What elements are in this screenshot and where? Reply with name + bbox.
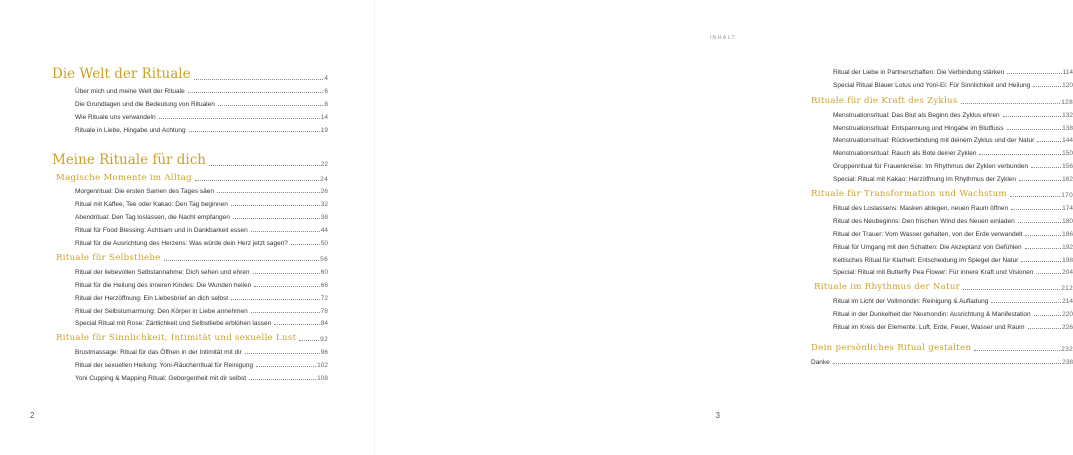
page-ref: 32 [320, 201, 328, 209]
subchapter-title: Magische Momente im Alltag [56, 172, 192, 183]
leader-dots [217, 191, 320, 193]
entry-title: Keltisches Ritual für Klarheit: Entscheidung im Spiegel der Natur [833, 256, 1019, 264]
entry-title: Ritual der liebevollen Selbstannahme: Dich sehen und ehren [75, 268, 250, 276]
toc-entry[interactable] [52, 221, 328, 234]
page-ref: 138 [1062, 124, 1073, 132]
page-ref: 214 [1062, 298, 1073, 306]
leader-dots [963, 288, 1060, 290]
page-ref: 4 [324, 75, 328, 82]
leader-dots [1011, 208, 1061, 210]
leader-dots [1028, 327, 1062, 329]
leader-dots [1019, 179, 1061, 181]
page-ref: 6 [324, 87, 328, 95]
toc-left [52, 62, 328, 382]
entry-title: Ritual des Neubeginns: Den frischen Wind des Neuen einladen [833, 217, 1015, 225]
entry-title: Ritual für die Ausrichtung des Herzens: Was würde dein Herz jetzt sagen? [75, 240, 288, 248]
toc-entry[interactable] [52, 369, 328, 382]
entry-title: Menstruationsritual: Rückverbindung mit deinem Zyklus und der Natur [833, 137, 1035, 145]
entry-title: Menstruationsritual: Rauch als Bote deiner Zyklen [833, 150, 977, 158]
leader-dots [299, 339, 319, 341]
toc-subchapter[interactable] [52, 250, 328, 263]
running-header: INHALT [709, 35, 736, 41]
subchapter-title: Rituale für die Kraft des Zyklus [811, 95, 958, 106]
page-ref: 26 [320, 188, 328, 196]
entry-title: Ritual der Trauer: Vom Wasser gehalten, von der Erde verwandelt [833, 230, 1023, 238]
leader-dots [245, 352, 320, 354]
leader-dots [1037, 140, 1061, 142]
entry-title: Yoni Cupping & Mapping Ritual: Geborgenheit mit dir selbst [75, 375, 247, 383]
leader-dots [979, 153, 1061, 155]
page-ref: 192 [1062, 243, 1073, 251]
toc-entry[interactable] [811, 353, 1073, 366]
toc-entry[interactable] [811, 305, 1073, 318]
entry-title: Menstruationsritual: Das Blut als Beginn des Zyklus ehren [833, 111, 1000, 119]
page-ref: 238 [1062, 359, 1073, 367]
entry-title: Special: Ritual mit Kakao: Herzöffnung im Rhythmus der Zyklen [833, 176, 1017, 184]
page-number-right: 3 [715, 411, 720, 420]
right-page [375, 0, 1073, 455]
page-ref: 220 [1062, 311, 1073, 319]
page-ref: 120 [1062, 81, 1073, 89]
leader-dots [256, 365, 316, 367]
leader-dots [961, 102, 1061, 104]
toc-entry[interactable] [811, 225, 1073, 238]
toc-entry[interactable] [52, 208, 328, 221]
toc-entry[interactable] [811, 106, 1073, 119]
toc-entry[interactable] [811, 170, 1073, 183]
page-ref: 156 [1062, 163, 1073, 171]
page-ref: 78 [320, 307, 328, 315]
leader-dots [231, 298, 320, 300]
entry-title: Ritual der Liebe in Partnerschaften: Die Verbindung stärken [833, 68, 1005, 76]
leader-dots [1021, 260, 1061, 262]
leader-dots [1003, 115, 1062, 117]
toc-chapter[interactable] [811, 338, 1073, 353]
leader-dots [833, 362, 1061, 364]
toc-entry[interactable] [52, 289, 328, 302]
entry-title: Die Grundlagen und die Bedeutung von Ritualen [75, 100, 215, 108]
leader-dots [194, 78, 324, 80]
toc-entry[interactable] [811, 264, 1073, 277]
toc-entry[interactable] [811, 157, 1073, 170]
entry-title: Danke [811, 359, 830, 367]
toc-entry[interactable] [52, 276, 328, 289]
page-ref: 38 [320, 214, 328, 222]
page-ref: 198 [1062, 256, 1073, 264]
toc-entry[interactable] [811, 318, 1073, 331]
leader-dots [251, 230, 320, 232]
toc-entry[interactable] [811, 119, 1073, 132]
toc-subchapter[interactable] [52, 330, 328, 343]
leader-dots [209, 164, 320, 166]
leader-dots [274, 323, 320, 325]
page-ref: 8 [324, 100, 328, 108]
toc-entry[interactable] [52, 82, 328, 95]
page-ref: 212 [1061, 285, 1073, 293]
page-ref: 96 [320, 349, 328, 357]
toc-entry[interactable] [811, 76, 1073, 89]
entry-title: Morgenritual: Die ersten Samen des Tages säen [75, 188, 214, 196]
page-ref: 132 [1062, 111, 1073, 119]
toc-subchapter[interactable] [811, 93, 1073, 106]
page-ref: 72 [320, 294, 328, 302]
toc-entry[interactable] [811, 292, 1073, 305]
leader-dots [1034, 314, 1062, 316]
leader-dots [254, 285, 320, 287]
entry-title: Ritual mit Kaffee, Tee oder Kakao: Den Tag beginnen [75, 201, 228, 209]
toc-entry[interactable] [811, 238, 1073, 251]
page-ref: 128 [1061, 98, 1073, 106]
toc-entry[interactable] [811, 212, 1073, 225]
leader-dots [291, 243, 320, 245]
toc-subchapter[interactable] [52, 170, 328, 183]
leader-dots [218, 104, 324, 106]
page-ref: 232 [1061, 346, 1073, 354]
leader-dots [1010, 195, 1060, 197]
leader-dots [195, 179, 319, 181]
page-ref: 24 [320, 175, 328, 183]
entry-title: Special Ritual Blauer Lotus und Yoni-Ei: Für Sinnlichkeit und Heilung [833, 81, 1031, 89]
chapter-title: Meine Rituale für dich [52, 151, 207, 168]
page-ref: 66 [320, 281, 328, 289]
page-ref: 84 [320, 320, 328, 328]
page-ref: 19 [320, 126, 328, 134]
entry-title: Brustmassage: Ritual für das Öffnen in der Intimität mit dir [75, 349, 242, 357]
entry-title: Special Ritual mit Rose: Zärtlichkeit und Selbstliebe erblühen lassen [75, 320, 272, 328]
entry-title: Ritual der sexuellen Heilung: Yoni-Räucherritual für Reinigung [75, 362, 254, 370]
toc-entry[interactable] [52, 183, 328, 196]
toc-entry[interactable] [52, 263, 328, 276]
toc-entry[interactable] [52, 121, 328, 134]
leader-dots [164, 259, 320, 261]
leader-dots [1007, 72, 1061, 74]
toc-subchapter[interactable] [811, 186, 1073, 199]
entry-title: Rituale in Liebe, Hingabe und Achtung [75, 126, 186, 134]
leader-dots [1033, 85, 1061, 87]
left-page [0, 0, 375, 455]
toc-right [811, 63, 1073, 366]
leader-dots [1036, 272, 1061, 274]
entry-title: Abendritual: Den Tag loslassen, die Nacht empfangen [75, 214, 230, 222]
leader-dots [159, 117, 320, 119]
page-ref: 186 [1062, 230, 1073, 238]
leader-dots [249, 378, 316, 380]
toc-chapter[interactable] [52, 62, 328, 82]
toc-entry[interactable] [811, 199, 1073, 212]
page-ref: 170 [1061, 192, 1073, 200]
page-ref: 22 [320, 160, 328, 168]
subchapter-title: Rituale für Transformation und Wachstum [811, 189, 1007, 200]
leader-dots [1025, 247, 1062, 249]
entry-title: Ritual für Umgang mit den Schatten: Die Akzeptanz von Gefühlen [833, 243, 1022, 251]
page-ref: 50 [320, 240, 328, 248]
entry-title: Ritual für Food Blessing: Achtsam und in Dankbarkeit essen [75, 227, 248, 235]
page-number-left: 2 [30, 411, 35, 420]
entry-title: Ritual für die Heilung des inneren Kindes: Die Wunden heilen [75, 281, 252, 289]
toc-entry[interactable] [52, 108, 328, 121]
page-ref: 44 [320, 227, 328, 235]
entry-title: Ritual der Selbstumarmung: Den Körper in Liebe annehmen [75, 307, 248, 315]
entry-title: Ritual des Loslassens: Masken ablegen, neuen Raum öffnen [833, 205, 1009, 213]
leader-dots [231, 204, 320, 206]
page-ref: 56 [320, 256, 328, 264]
page-ref: 150 [1062, 150, 1073, 158]
leader-dots [188, 91, 324, 93]
toc-entry[interactable] [811, 251, 1073, 264]
page-ref: 114 [1062, 68, 1073, 76]
entry-title: Special: Ritual mit Butterfly Pea Flower: Für innere Kraft und Visionen [833, 269, 1034, 277]
page-ref: 174 [1062, 205, 1073, 213]
page-ref: 92 [320, 336, 328, 344]
leader-dots [1018, 221, 1061, 223]
leader-dots [253, 272, 320, 274]
leader-dots [1007, 128, 1062, 130]
entry-title: Wie Rituale uns verwandeln [75, 113, 156, 121]
toc-entry[interactable] [811, 63, 1073, 76]
subchapter-title: Rituale im Rhythmus der Natur [814, 282, 961, 293]
leader-dots [1031, 166, 1061, 168]
toc-entry[interactable] [52, 315, 328, 328]
toc-entry[interactable] [52, 234, 328, 247]
toc-entry[interactable] [52, 302, 328, 315]
subchapter-title: Rituale für Sinnlichkeit, Intimität und sexuelle Lust [56, 333, 297, 344]
leader-dots [233, 217, 320, 219]
entry-title: Gruppenritual für Frauenkreise: Im Rhythmus der Zyklen verbunden [833, 163, 1029, 171]
chapter-title: Die Welt der Rituale [52, 66, 191, 82]
chapter-title: Dein persönliches Ritual gestalten [811, 343, 972, 354]
entry-title: Über mich und meine Welt der Rituale [75, 87, 185, 95]
page-ref: 60 [320, 268, 328, 276]
page-ref: 226 [1062, 324, 1073, 332]
page-ref: 180 [1062, 217, 1073, 225]
leader-dots [974, 349, 1060, 351]
leader-dots [991, 301, 1061, 303]
entry-title: Ritual der Herzöffnung: Ein Liebesbrief an dich selbst [75, 294, 229, 302]
toc-subchapter[interactable] [811, 279, 1073, 292]
leader-dots [189, 130, 320, 132]
page-ref: 108 [317, 375, 328, 383]
toc-entry[interactable] [52, 343, 328, 356]
entry-title: Ritual im Licht der Vollmondin: Reinigung & Aufladung [833, 298, 989, 306]
page-ref: 144 [1062, 137, 1073, 145]
page-ref: 102 [317, 362, 328, 370]
toc-entry[interactable] [52, 356, 328, 369]
entry-title: Ritual im Kreis der Elemente: Luft, Erde, Feuer, Wasser und Raum [833, 324, 1025, 332]
leader-dots [1025, 234, 1061, 236]
toc-chapter[interactable] [52, 148, 328, 168]
entry-title: Menstruationsritual: Entspannung und Hingabe im Blutfluss [833, 124, 1004, 132]
entry-title: Ritual in der Dunkelheit der Neumondin: Ausrichtung & Manifestation [833, 311, 1031, 319]
leader-dots [251, 311, 320, 313]
toc-entry[interactable] [52, 195, 328, 208]
toc-entry[interactable] [811, 144, 1073, 157]
page-ref: 162 [1062, 176, 1073, 184]
page-ref: 204 [1062, 269, 1073, 277]
toc-entry[interactable] [811, 132, 1073, 145]
subchapter-title: Rituale für Selbstliebe [56, 253, 161, 264]
page-ref: 14 [320, 113, 328, 121]
toc-entry[interactable] [52, 95, 328, 108]
